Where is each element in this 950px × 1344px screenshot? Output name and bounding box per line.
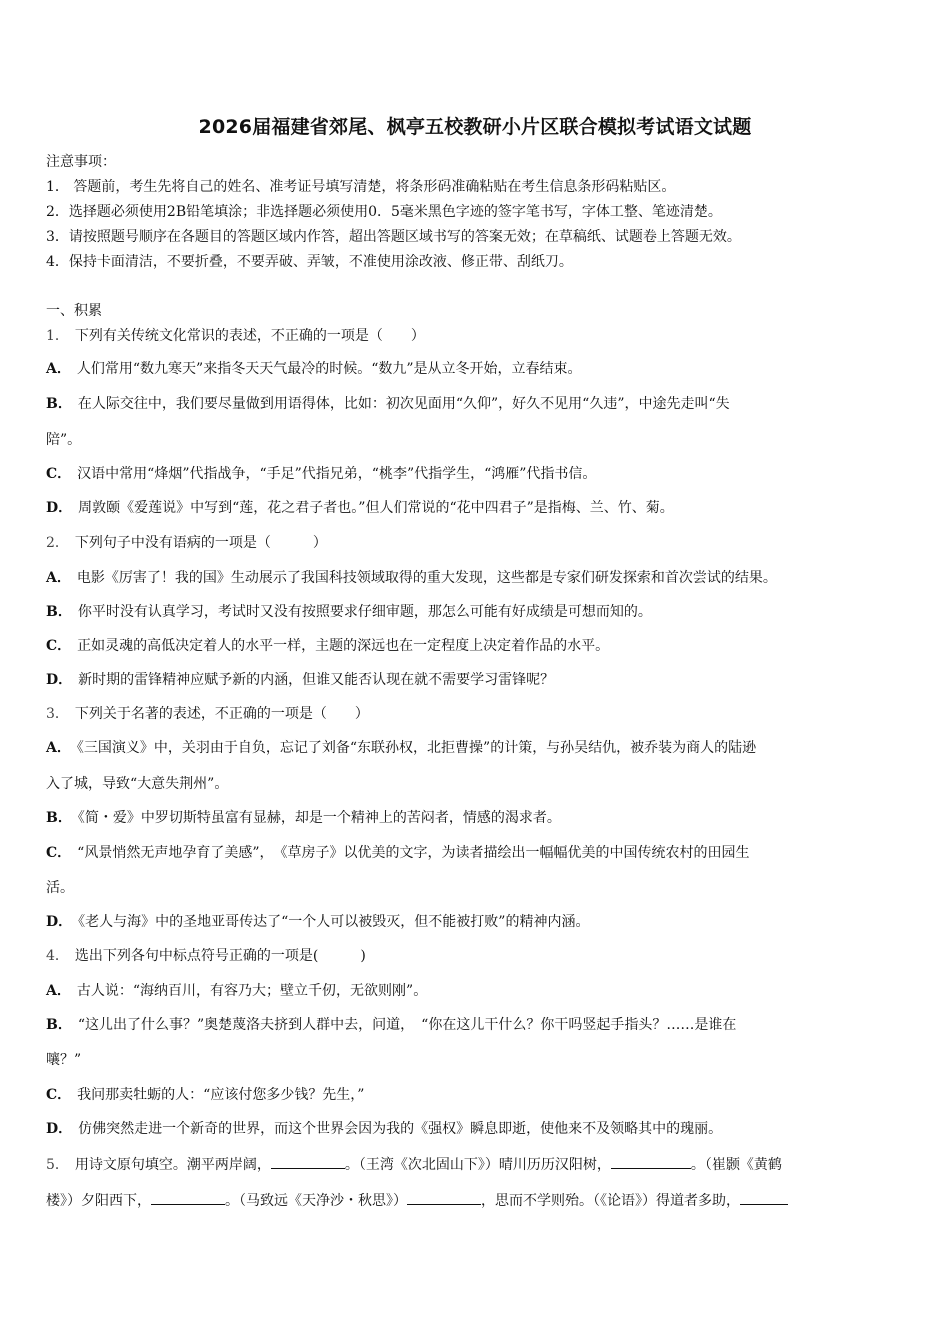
option-letter: A． bbox=[46, 361, 71, 377]
fill-blank[interactable] bbox=[151, 1190, 225, 1205]
notice-heading: 注意事项： bbox=[46, 154, 116, 170]
option-letter: D． bbox=[46, 914, 73, 930]
notice-item-1: 1． 答题前，考生先将自己的姓名、准考证号填写清楚，将条形码准确粘贴在考生信息条形码粘贴区。 bbox=[46, 179, 676, 195]
question-text: 选出下列各句中标点符号正确的一项是( ) bbox=[74, 948, 366, 964]
option-text: 汉语中常用“烽烟”代指战争，“手足”代指兄弟，“桃李”代指学生，“鸿雁”代指书信。 bbox=[77, 466, 597, 482]
question-1-option-c bbox=[46, 464, 906, 484]
question-text: 下列句子中没有语病的一项是（ ） bbox=[74, 535, 327, 551]
option-text: “这儿出了什么事？”奥楚蔑洛夫挤到人群中去，问道， “你在这儿干什么？你干吗竖起手指头？……是谁在 bbox=[77, 1017, 737, 1033]
option-letter: C． bbox=[46, 466, 72, 482]
option-text: 《三国演义》中，关羽由于自负，忘记了刘备“东联孙权，北拒曹操”的计策，与孙吴结仇，被乔装为商人的陆逊 bbox=[76, 740, 757, 756]
question-3-stem bbox=[46, 704, 906, 724]
question-2-option-b bbox=[46, 602, 906, 622]
question-number: 4． bbox=[46, 948, 69, 964]
question-number: 2． bbox=[46, 535, 69, 551]
section-heading: 一、积累 bbox=[46, 303, 102, 319]
option-text: 《简・爱》中罗切斯特虽富有显赫，却是一个精神上的苦闷者，情感的渴求者。 bbox=[77, 810, 561, 826]
question-3-option-b bbox=[46, 808, 906, 828]
question-text: ，思而不学则殆。（《论语》）得道者多助， bbox=[481, 1193, 740, 1209]
fill-blank[interactable] bbox=[740, 1190, 788, 1205]
question-text: 楼》）夕阳西下， bbox=[46, 1193, 151, 1209]
question-3-option-c bbox=[46, 843, 906, 863]
option-text: 仿佛突然走进一个新奇的世界，而这个世界会因为我的《强权》瞬息即逝，使他来不及领略其中的瑰丽。 bbox=[78, 1121, 723, 1137]
option-letter: B． bbox=[46, 810, 72, 826]
option-letter: D． bbox=[46, 500, 73, 516]
question-1-option-b-cont: 陪”。 bbox=[46, 432, 82, 448]
notice-item-2: 2．选择题必须使用2B铅笔填涂；非选择题必须使用0．5毫米黑色字迹的签字笔书写，字体工整、笔迹清楚。 bbox=[46, 204, 722, 220]
question-3-option-a bbox=[46, 738, 906, 758]
question-5-line-1 bbox=[46, 1154, 906, 1175]
question-4-option-a bbox=[46, 981, 906, 1001]
option-text: 古人说：“海纳百川，有容乃大；壁立千仞，无欲则刚”。 bbox=[76, 983, 428, 999]
option-text: 你平时没有认真学习，考试时又没有按照要求仔细审题，那怎么可能有好成绩是可想而知的。 bbox=[77, 604, 652, 620]
option-text: 正如灵魂的高低决定着人的水平一样，主题的深远也在一定程度上决定着作品的水平。 bbox=[77, 638, 610, 654]
question-number: 3． bbox=[46, 706, 69, 722]
option-letter: C． bbox=[46, 638, 72, 654]
notice-item-4: 4．保持卡面清洁，不要折叠，不要弄破、弄皱，不准使用涂改液、修正带、刮纸刀。 bbox=[46, 254, 573, 270]
question-number: 5． bbox=[46, 1157, 69, 1173]
option-letter: A． bbox=[46, 983, 71, 999]
fill-blank[interactable] bbox=[407, 1190, 481, 1205]
option-letter: D． bbox=[46, 1121, 73, 1137]
option-text: 新时期的雷锋精神应赋予新的内涵，但谁又能否认现在就不需要学习雷锋呢？ bbox=[78, 672, 555, 688]
question-4-option-d bbox=[46, 1119, 906, 1139]
question-text: 下列关于名著的表述，不正确的一项是（ ） bbox=[74, 706, 369, 722]
question-2-stem bbox=[46, 533, 906, 553]
question-4-stem bbox=[46, 946, 906, 966]
question-2-option-c bbox=[46, 636, 906, 656]
question-1-stem bbox=[46, 326, 906, 346]
question-2-option-d bbox=[46, 670, 906, 690]
option-text: 电影《厉害了！我的国》生动展示了我国科技领域取得的重大发现，这些都是专家们研发探索和首次尝试的结果。 bbox=[76, 570, 777, 586]
question-text: 。（马致远《天净沙・秋思》） bbox=[225, 1193, 407, 1209]
option-text: 我问那卖牡蛎的人：“应该付您多少钱？先生，” bbox=[77, 1087, 365, 1103]
question-1-option-b bbox=[46, 394, 906, 414]
question-text: 。（崔颢《黄鹤 bbox=[690, 1157, 782, 1173]
question-text: 下列有关传统文化常识的表述，不正确的一项是（ ） bbox=[74, 328, 425, 344]
option-letter: D． bbox=[46, 672, 73, 688]
question-3-option-d bbox=[46, 912, 906, 932]
question-number: 1． bbox=[46, 328, 69, 344]
question-2-option-a bbox=[46, 568, 906, 588]
question-text: 用诗文原句填空。潮平两岸阔， bbox=[74, 1157, 271, 1173]
question-3-option-c-cont: 活。 bbox=[46, 880, 74, 896]
option-letter: C． bbox=[46, 845, 72, 861]
option-text: 在人际交往中，我们要尽量做到用语得体，比如：初次见面用“久仰”，好久不见用“久违”，中途先走叫“失 bbox=[77, 396, 730, 412]
fill-blank[interactable] bbox=[611, 1154, 691, 1169]
option-letter: C． bbox=[46, 1087, 72, 1103]
option-letter: B． bbox=[46, 604, 72, 620]
option-text: “风景悄然无声地孕育了美感”， 《草房子》以优美的文字，为读者描绘出一幅幅优美的中国传统农村的田园生 bbox=[77, 845, 750, 861]
question-5-line-2 bbox=[46, 1190, 906, 1211]
option-text: 《老人与海》中的圣地亚哥传达了“一个人可以被毁灭，但不能被打败”的精神内涵。 bbox=[78, 914, 590, 930]
option-letter: A． bbox=[46, 740, 71, 756]
option-text: 周敦颐《爱莲说》中写到“莲，花之君子者也。”但人们常说的“花中四君子”是指梅、兰、竹、菊。 bbox=[78, 500, 674, 516]
option-letter: B． bbox=[46, 396, 72, 412]
question-text: 。（王湾《次北固山下》）晴川历历汉阳树， bbox=[344, 1157, 611, 1173]
question-4-option-b-cont: 嚷？” bbox=[46, 1052, 82, 1068]
option-text: 人们常用“数九寒天”来指冬天天气最冷的时候。“数九”是从立冬开始，立春结束。 bbox=[76, 361, 582, 377]
question-1-option-a bbox=[46, 359, 906, 379]
option-letter: B． bbox=[46, 1017, 72, 1033]
question-3-option-a-cont: 入了城，导致“大意失荆州”。 bbox=[46, 776, 229, 792]
option-letter: A． bbox=[46, 570, 71, 586]
question-1-option-d bbox=[46, 498, 906, 518]
question-4-option-b bbox=[46, 1015, 906, 1035]
notice-item-3: 3．请按照题号顺序在各题目的答题区域内作答，超出答题区域书写的答案无效；在草稿纸、试题卷上答题无效。 bbox=[46, 229, 741, 245]
page-title: 2026届福建省郊尾、枫亭五校教研小片区联合模拟考试语文试题 bbox=[198, 116, 752, 138]
fill-blank[interactable] bbox=[271, 1154, 345, 1169]
question-4-option-c bbox=[46, 1085, 906, 1105]
